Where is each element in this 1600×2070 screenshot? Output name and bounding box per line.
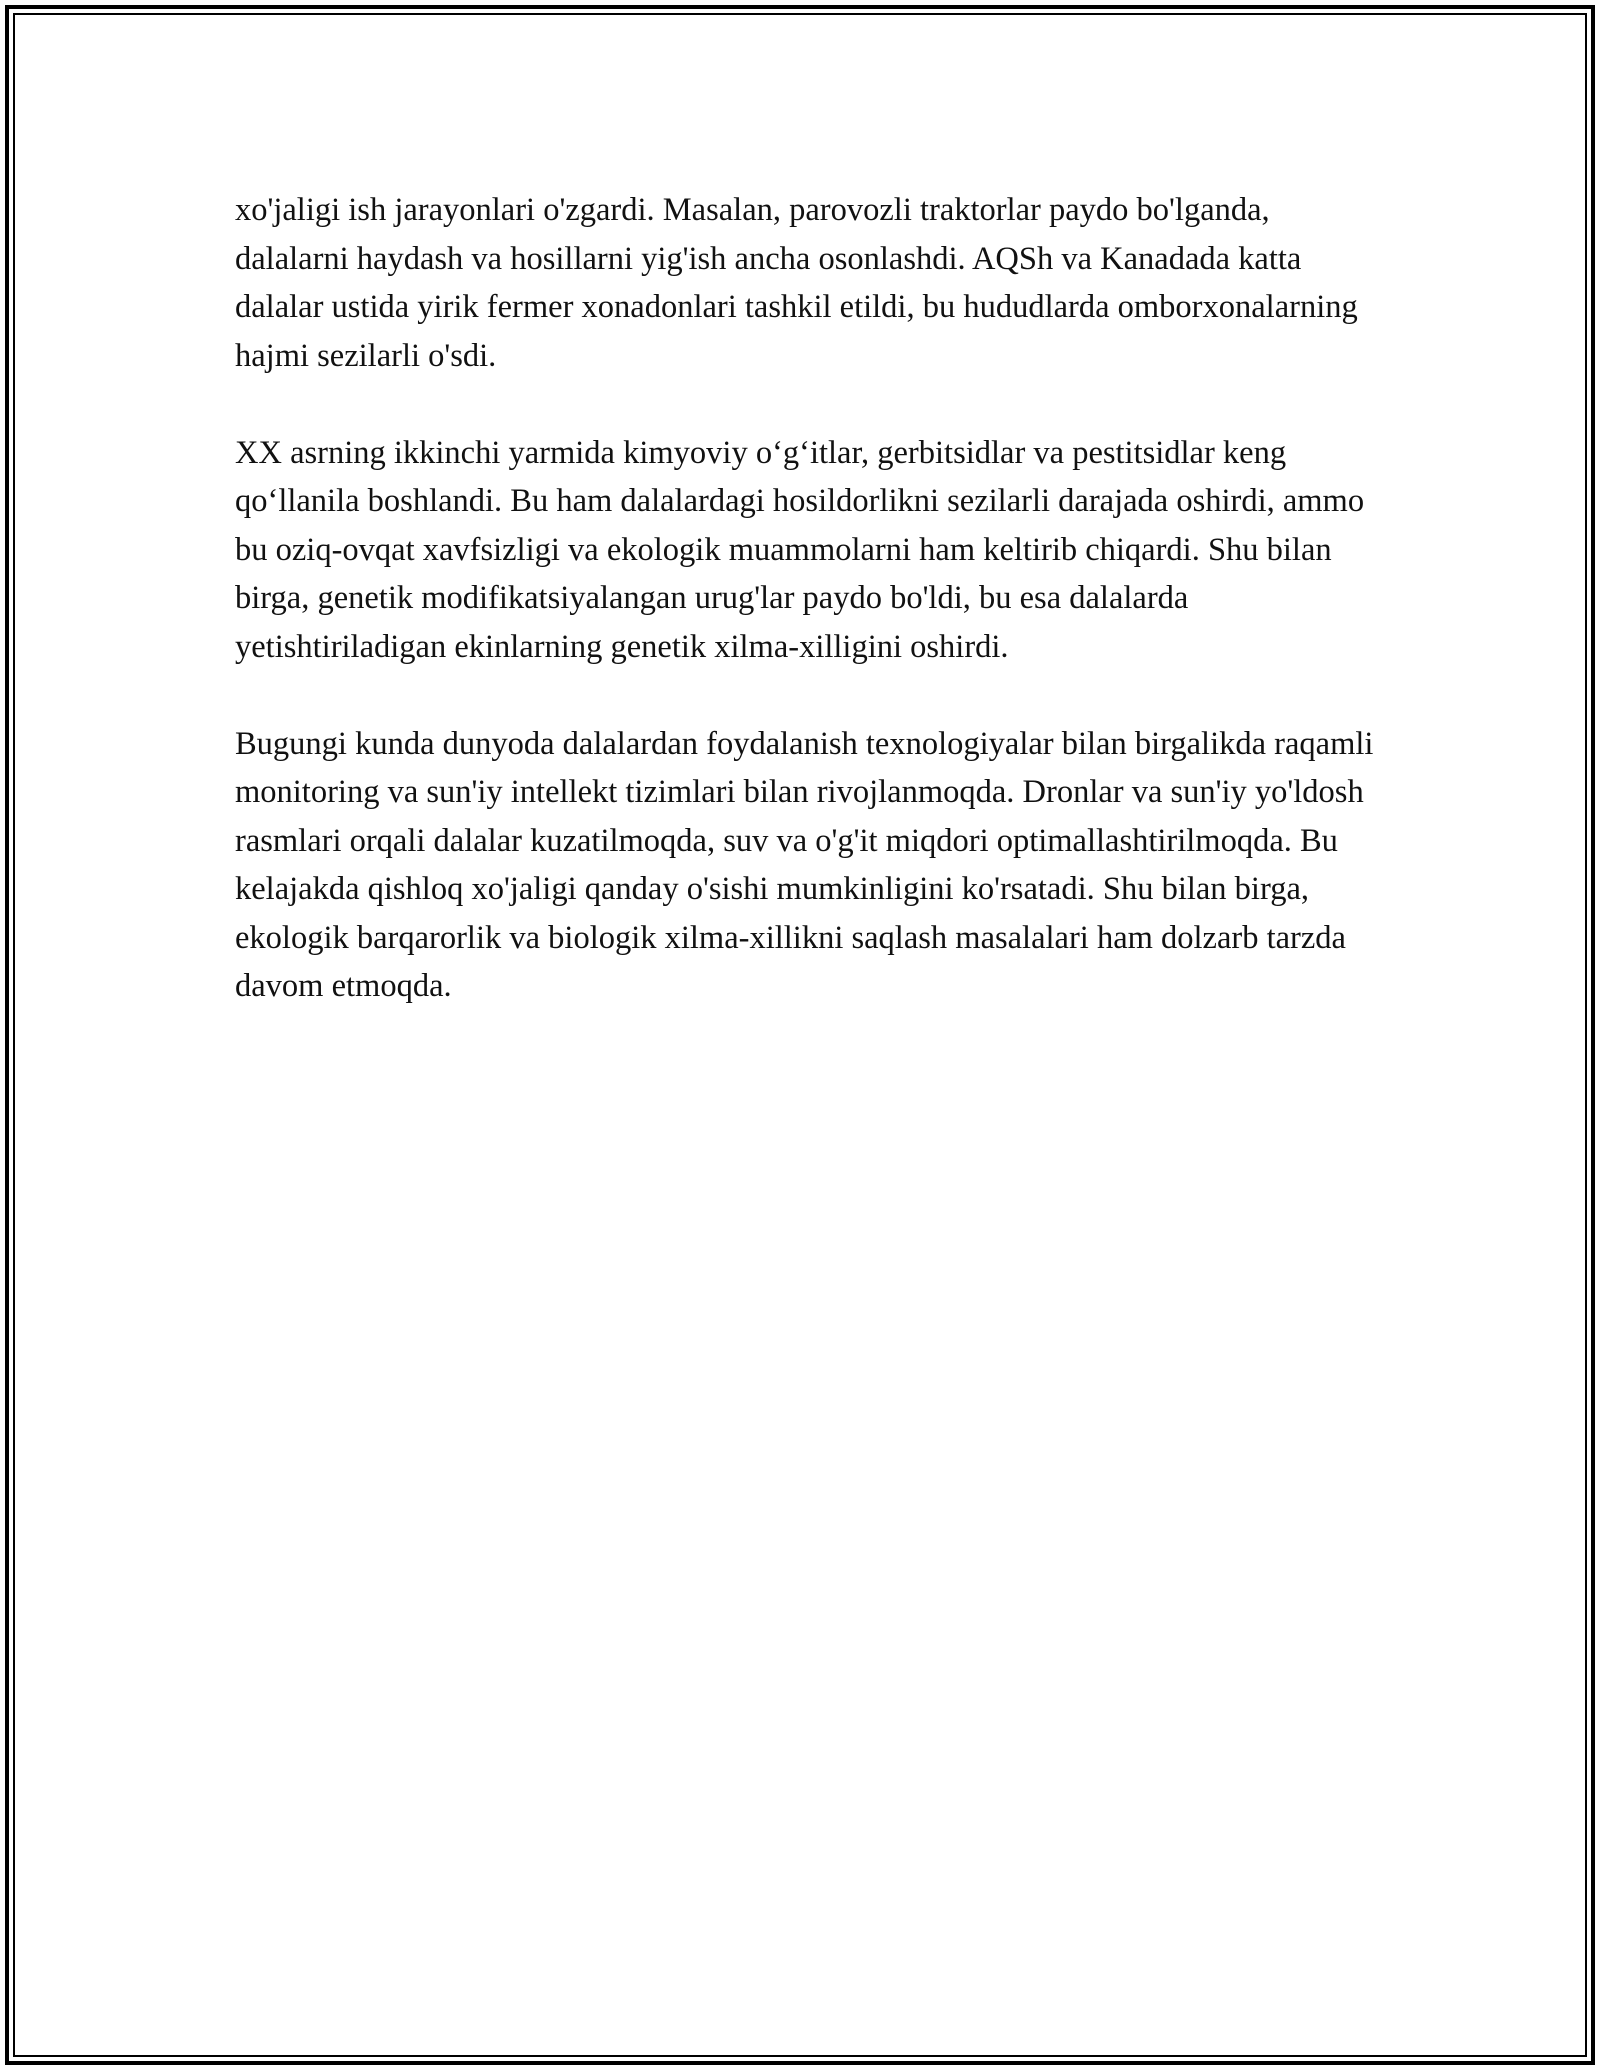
paragraph-1: xo'jaligi ish jarayonlari o'zgardi. Masalan, parovozli traktorlar paydo bo'lganda, dalalarni haydash va hosillarni yig'ish ancha osonlashdi. AQSh va Kanadada katta dalalar ustida yirik fermer xonadonlari tashkil etildi, bu hududlarda omborxonalarning hajmi sezilarli o'sdi. xyxy=(235,192,1358,374)
paragraph-2: XX asrning ikkinchi yarmida kimyoviy o‘g‘itlar, gerbitsidlar va pestitsidlar keng qo‘llanila boshlandi. Bu ham dalalardagi hosildorlikni sezilarli darajada oshirdi, ammo bu oziq-ovqat xavfsizligi va ekologik muammolarni ham keltirib chiqardi. Shu bilan birga, genetik modifikatsiyalangan urug'lar paydo bo'ldi, bu esa dalalarda yetishtiriladigan ekinlarning genetik xilma-xilligini oshirdi. xyxy=(235,434,1365,665)
paragraph-3: Bugungi kunda dunyoda dalalardan foydalanish texnologiyalar bilan birgalikda raqamli monitoring va sun'iy intellekt tizimlari bilan rivojlanmoqda. Dronlar va sun'iy yo'ldosh rasmlari orqali dalalar kuzatilmoqda, suv va o'g'it miqdori optimallashtirilmoqda. Bu kelajakda qishloq xo'jaligi qanday o'sishi mumkinligini ko'rsatadi. Shu bilan birga, ekologik barqarorlik va biologik xilma-xillikni saqlash masalalari ham dolzarb tarzda davom etmoqda. xyxy=(235,725,1374,1004)
document-body xyxy=(235,186,1385,1011)
